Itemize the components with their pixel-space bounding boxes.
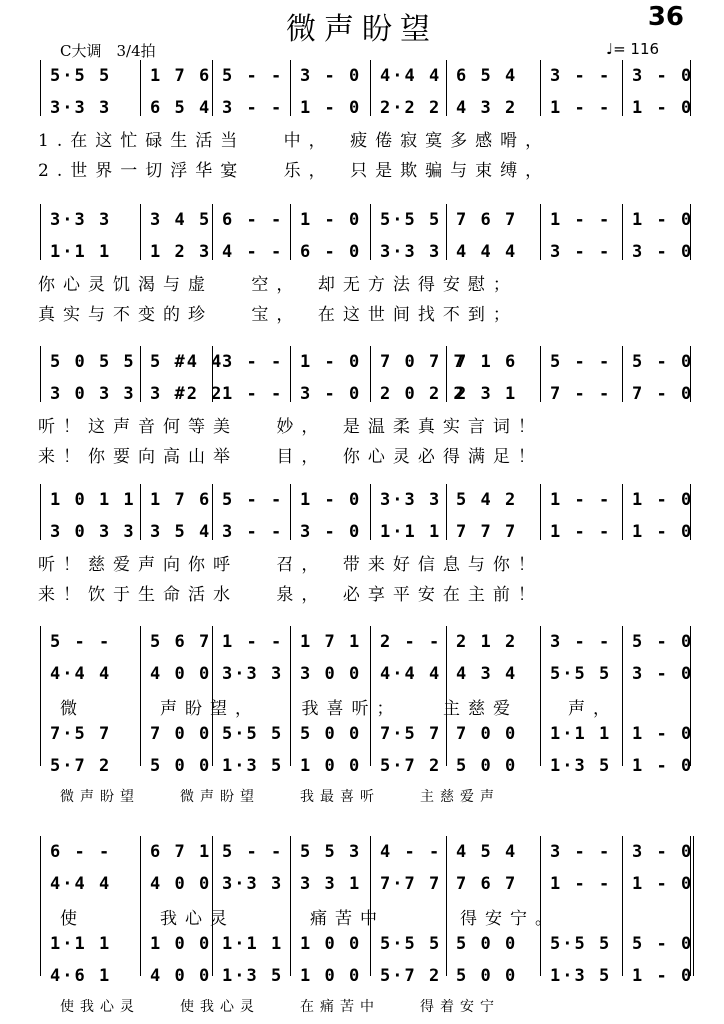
lyrics-verse-2: 来！饮于生命活水 泉， 必享平安在主前！ (38, 585, 543, 605)
measure: 5 0 0 (150, 756, 212, 776)
measure: 4·4 4 (380, 66, 442, 86)
measure: 6 - 0 (300, 242, 362, 262)
measure: 5 0 0 (456, 934, 518, 954)
measure: 1 0 0 (150, 934, 212, 954)
measure: 7·5 7 (380, 724, 442, 744)
lyrics-sub: 微声盼望 微声盼望 我最喜听 主慈爱声 (60, 789, 500, 805)
measure: 1 - 0 (632, 98, 694, 118)
measure: 1·1 1 (380, 522, 442, 542)
measure: 6 - - (50, 842, 112, 862)
measure: 3 - - (550, 632, 612, 652)
notation-row-upper2 (0, 934, 724, 958)
measure: 2 1 2 (456, 632, 518, 652)
measure: 4·6 1 (50, 966, 112, 986)
measure: 5 - 0 (632, 934, 694, 954)
lyrics-verse-2: 真实与不变的珍 宝， 在这世间找不到； (38, 305, 518, 325)
measure: 7 0 0 (456, 724, 518, 744)
measure: 1 - 0 (632, 522, 694, 542)
measure: 1 - 0 (300, 490, 362, 510)
measure: 1 - 0 (632, 966, 694, 986)
measure: 1 - 0 (632, 724, 694, 744)
measure: 1 - 0 (632, 210, 694, 230)
measure: 7 1 6 (456, 352, 518, 372)
notation-row-lower (0, 874, 724, 898)
measure: 3 0 3 3 (50, 384, 136, 404)
measure: 2 0 2 2 (380, 384, 466, 404)
measure: 5 0 5 5 (50, 352, 136, 372)
measure: 4·4 4 (50, 874, 112, 894)
measure: 7 0 0 (150, 724, 212, 744)
notation-row-upper (0, 210, 724, 234)
measure: 3 - - (222, 522, 284, 542)
measure: 7 - - (550, 384, 612, 404)
measure: 3·3 3 (380, 242, 442, 262)
measure: 3 - 0 (632, 842, 694, 862)
measure: 7 6 7 (456, 874, 518, 894)
measure: 3 0 0 (300, 664, 362, 684)
measure: 1 - - (550, 490, 612, 510)
measure: 6 7 1 (150, 842, 212, 862)
measure: 7·5 7 (50, 724, 112, 744)
lyrics-verse-1: 听！慈爱声向你呼 召， 带来好信息与你！ (38, 555, 543, 575)
measure: 4 - - (380, 842, 442, 862)
measure: 3 - - (222, 98, 284, 118)
measure: 4·4 4 (380, 664, 442, 684)
measure: 4 4 4 (456, 242, 518, 262)
measure: 3·3 3 (50, 210, 112, 230)
measure: 1 2 3 (150, 242, 212, 262)
measure: 5·5 5 (380, 934, 442, 954)
measure: 7 - 0 (632, 384, 694, 404)
notation-row-lower2 (0, 756, 724, 780)
measure: 4 3 2 (456, 98, 518, 118)
measure: 1 - - (550, 98, 612, 118)
measure: 1·1 1 (50, 934, 112, 954)
measure: 1 - 0 (300, 98, 362, 118)
measure: 1 0 1 1 (50, 490, 136, 510)
notation-row-upper (0, 352, 724, 376)
measure: 5·7 2 (380, 966, 442, 986)
notation-row-lower (0, 664, 724, 688)
measure: 5 - 0 (632, 352, 694, 372)
measure: 5 - - (222, 66, 284, 86)
measure: 5 0 0 (456, 966, 518, 986)
measure: 3·3 3 (50, 98, 112, 118)
notation-row-lower (0, 98, 724, 122)
measure: 5·5 5 (50, 66, 112, 86)
measure: 1·3 5 (222, 756, 284, 776)
measure: 3 - 0 (632, 242, 694, 262)
measure: 1 - - (550, 522, 612, 542)
measure: 5 - - (550, 352, 612, 372)
measure: 1 - - (550, 874, 612, 894)
measure: 1·3 5 (550, 966, 612, 986)
notation-row-upper (0, 842, 724, 866)
measure: 3 - 0 (300, 66, 362, 86)
measure: 3 3 1 (300, 874, 362, 894)
measure: 5·5 5 (550, 664, 612, 684)
measure: 5 - - (222, 490, 284, 510)
measure: 1 - - (550, 210, 612, 230)
measure: 3·3 3 (222, 874, 284, 894)
measure: 5·7 2 (50, 756, 112, 776)
measure: 5 0 0 (456, 756, 518, 776)
measure: 1 7 1 (300, 632, 362, 652)
measure: 1 7 6 (150, 490, 212, 510)
measure: 1 7 6 (150, 66, 212, 86)
measure: 3 #2 2 (150, 384, 224, 404)
notation-row-lower (0, 384, 724, 408)
measure: 4 3 4 (456, 664, 518, 684)
measure: 5 - - (50, 632, 112, 652)
measure: 4 - - (222, 242, 284, 262)
measure: 4·4 4 (50, 664, 112, 684)
notation-row-lower2 (0, 966, 724, 990)
notation-row-upper (0, 490, 724, 514)
key-signature: C大调 3/4拍 (60, 42, 156, 60)
measure: 3 - 0 (300, 384, 362, 404)
measure: 6 5 4 (150, 98, 212, 118)
measure: 4 5 4 (456, 842, 518, 862)
measure: 6 - - (222, 210, 284, 230)
lyrics-main: 使 我心灵 痛苦中 得安宁。 (60, 909, 560, 929)
measure: 1 - - (222, 384, 284, 404)
measure: 1 - 0 (632, 756, 694, 776)
measure: 3 - - (222, 352, 284, 372)
measure: 1·3 5 (222, 966, 284, 986)
measure: 3 4 5 (150, 210, 212, 230)
measure: 5 - 0 (632, 632, 694, 652)
measure: 3 - 0 (300, 522, 362, 542)
page-title: 微声盼望 (286, 12, 438, 47)
measure: 1 - 0 (300, 210, 362, 230)
measure: 3 - 0 (632, 664, 694, 684)
measure: 6 5 4 (456, 66, 518, 86)
lyrics-verse-1: 1.在这忙碌生活当 中， 疲倦寂寞多感嗗， (38, 131, 551, 151)
measure: 1·1 1 (222, 934, 284, 954)
measure: 1 - 0 (300, 352, 362, 372)
measure: 2·2 2 (380, 98, 442, 118)
measure: 7 6 7 (456, 210, 518, 230)
measure: 5 4 2 (456, 490, 518, 510)
measure: 5·5 5 (222, 724, 284, 744)
measure: 1 0 0 (300, 756, 362, 776)
measure: 5 #4 4 (150, 352, 224, 372)
measure: 2 - - (380, 632, 442, 652)
measure: 5 6 7 (150, 632, 212, 652)
measure: 2 3 1 (456, 384, 518, 404)
measure: 3 5 4 (150, 522, 212, 542)
measure: 4 0 0 (150, 966, 212, 986)
notation-row-lower (0, 522, 724, 546)
lyrics-verse-1: 你心灵饥渴与虚 空， 却无方法得安慰； (38, 275, 518, 295)
measure: 7 7 7 (456, 522, 518, 542)
lyrics-main: 微 声盼望， 我喜听； 主慈爱 声， (60, 699, 618, 719)
measure: 7·7 7 (380, 874, 442, 894)
measure: 1·3 5 (550, 756, 612, 776)
page-number: 36 (647, 2, 684, 32)
measure: 1 0 0 (300, 966, 362, 986)
measure: 3·3 3 (222, 664, 284, 684)
measure: 5 5 3 (300, 842, 362, 862)
measure: 4 0 0 (150, 874, 212, 894)
measure: 1 - 0 (632, 874, 694, 894)
notation-row-upper (0, 66, 724, 90)
notation-row-lower (0, 242, 724, 266)
measure: 1 - - (222, 632, 284, 652)
notation-row-upper (0, 632, 724, 656)
measure: 3 - 0 (632, 66, 694, 86)
measure: 5 - - (222, 842, 284, 862)
measure: 5·7 2 (380, 756, 442, 776)
measure: 7 0 7 7 (380, 352, 466, 372)
tempo-marking: ♩= 116 (606, 40, 660, 58)
measure: 1 - 0 (632, 490, 694, 510)
measure: 5 0 0 (300, 724, 362, 744)
measure: 1·1 1 (550, 724, 612, 744)
measure: 5·5 5 (550, 934, 612, 954)
measure: 1 0 0 (300, 934, 362, 954)
measure: 4 0 0 (150, 664, 212, 684)
measure: 1·1 1 (50, 242, 112, 262)
measure: 5·5 5 (380, 210, 442, 230)
measure: 3 - - (550, 242, 612, 262)
measure: 3 - - (550, 842, 612, 862)
measure: 3·3 3 (380, 490, 442, 510)
lyrics-sub: 使我心灵 使我心灵 在痛苦中 得着安宁 (60, 999, 500, 1015)
measure: 3 0 3 3 (50, 522, 136, 542)
lyrics-verse-1: 听！这声音何等美 妙， 是温柔真实言词！ (38, 417, 543, 437)
lyrics-verse-2: 2.世界一切浮华宴 乐， 只是欺骗与束缚， (38, 161, 551, 181)
lyrics-verse-2: 来！你要向高山举 目， 你心灵必得满足！ (38, 447, 543, 467)
measure: 3 - - (550, 66, 612, 86)
notation-row-upper2 (0, 724, 724, 748)
